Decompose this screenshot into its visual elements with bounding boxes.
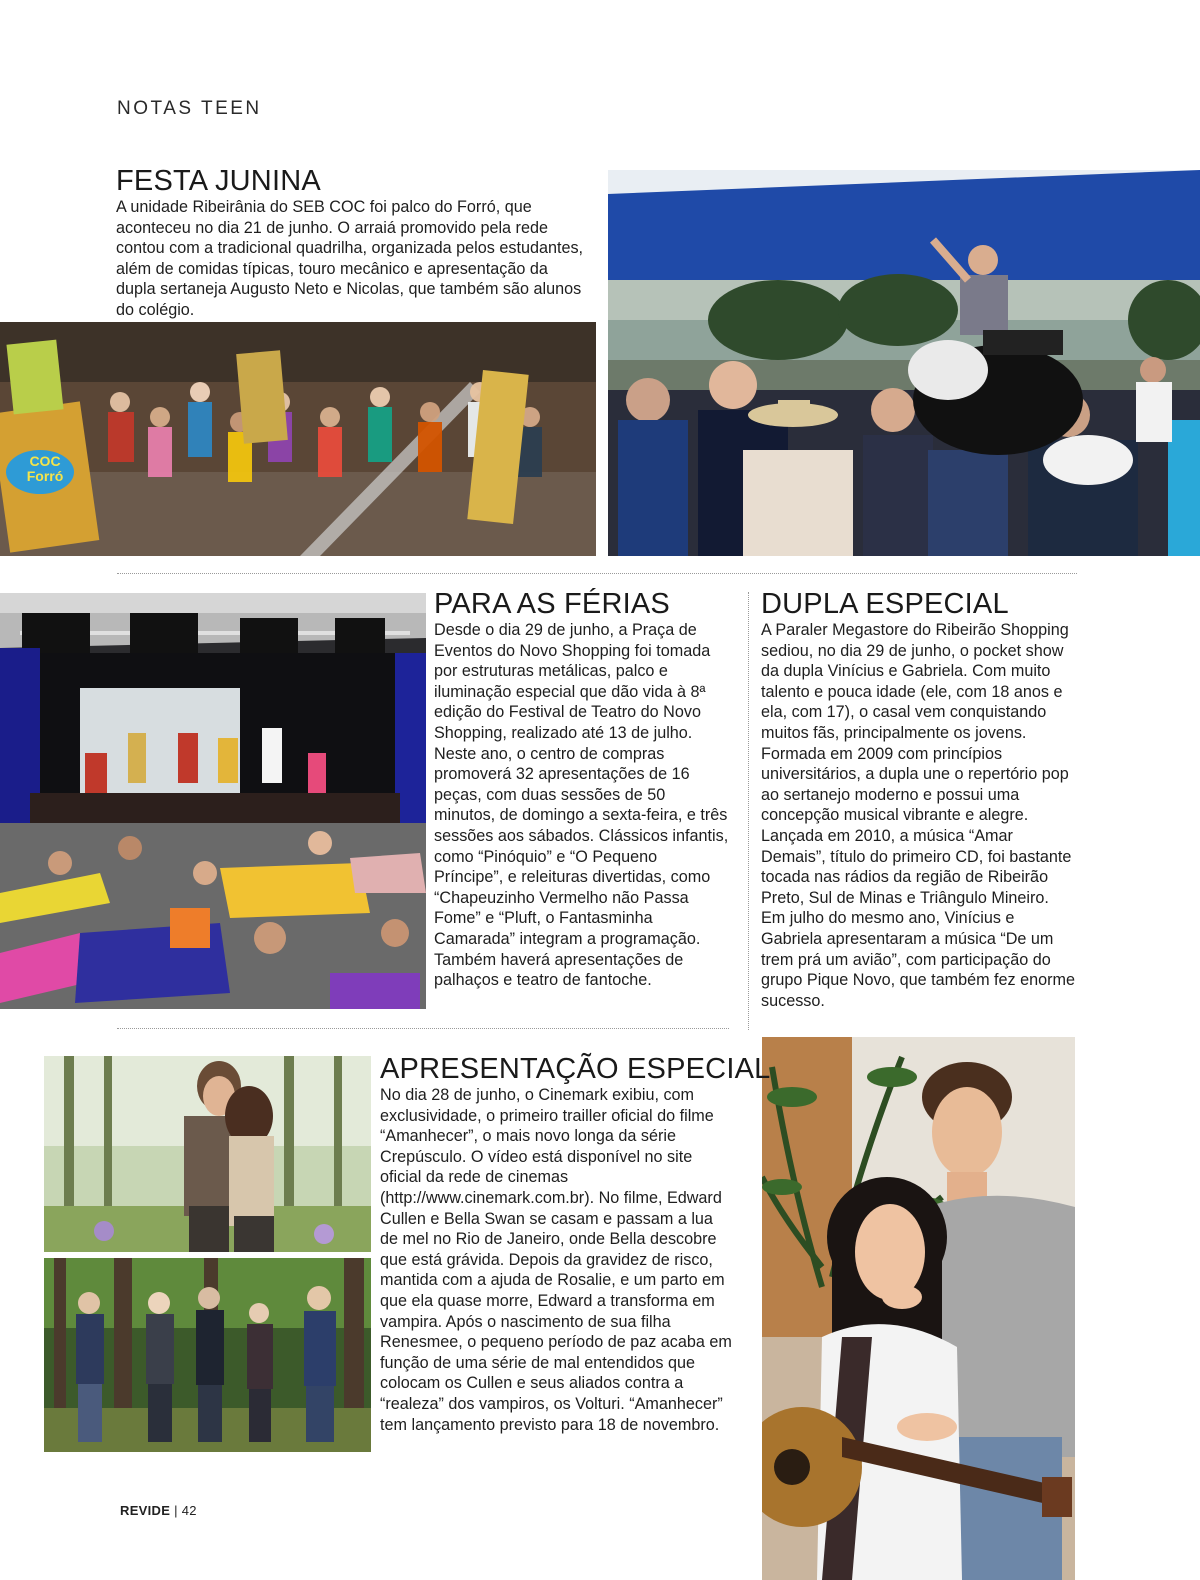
twilight-couple-photo: [44, 1056, 371, 1252]
quadrilha-photo: [0, 322, 596, 556]
dupla-especial-title: DUPLA ESPECIAL: [761, 588, 1009, 620]
magazine-name: REVIDE: [120, 1503, 171, 1518]
mechanical-bull-photo: [608, 170, 1200, 556]
duo-portrait-photo: [762, 1037, 1075, 1580]
theater-festival-photo: [0, 593, 426, 1009]
section-label: NOTAS TEEN: [117, 98, 262, 119]
page-footer: [120, 1503, 197, 1518]
para-as-ferias-title: PARA AS FÉRIAS: [434, 588, 670, 620]
column-divider: [748, 592, 749, 1030]
apresentacao-especial-body: No dia 28 de junho, o Cinemark exibiu, com exclusividade, o primeiro trailler oficial do filme “Amanhecer”, o mais novo longa da série Crepúsculo. O vídeo está disponível no site oficial da rede de cinemas (http://www.cinemark.com.br). No filme, Edward Cullen e Bella Swan se casam e passam a lua de mel no Rio de Janeiro, onde Bella descobre que está grávida. Depois da gravidez de risco, mantida com a ajuda de Rosalie, e um parto em que ela quase morre, Edward a transforma em vampira. Após o nascimento de sua filha Renesmee, o pequeno período de paz acaba em função de uma série de mal entendidos que colocam os Cullen e seus aliados contra a “realeza” dos vampiros, os Volturi. “Amanhecer” tem lançamento previsto para 18 de novembro.: [380, 1086, 732, 1434]
para-as-ferias-body: Desde o dia 29 de junho, a Praça de Eventos do Novo Shopping foi tomada por estruturas metálicas, palco e iluminação especial que dão vida à 8ª edição do Festival de Teatro do Novo Shopping, realizado até 13 de julho. Neste ano, o centro de compras promoverá 32 apresentações de 16 peças, com duas sessões de 50 minutos, de domingo a sexta-feira, e três sessões aos sábados. Clássicos infantis, como “Pinóquio” e “O Pequeno Príncipe”, e releituras divertidas, como “Chapeuzinho Vermelho não Passa Fome” e “Pluft, o Fantasminha Camarada” integram a programação. Também haverá apresentações de palhaços e teatro de fantoche.: [434, 621, 729, 990]
dupla-especial-body: A Paraler Megastore do Ribeirão Shopping sediou, no dia 29 de junho, o pocket show da dupla Vinícius e Gabriela. Com muito talento e pouca idade (ele, com 18 anos e ela, com 17), o casal vem conquistando muitos fãs, principalmente os jovens. Formada em 2009 com princípios universitários, a dupla une o repertório pop ao sertanejo moderno e possui uma concepção musical vibrante e alegre. Lançada em 2010, a música “Amar Demais”, título do primeiro CD, foi bastante tocada nas rádios da região de Ribeirão Preto, Sul de Minas e Triângulo Mineiro. Em julho do mesmo ano, Vinícius e Gabriela apresentaram a música “De um trem prá um avião”, com participação do grupo Pique Novo, que também fez enorme sucesso.: [761, 621, 1076, 1010]
divider: [117, 1028, 729, 1029]
page-number: 42: [181, 1503, 197, 1518]
forro-sign-text: COC Forró: [26, 453, 64, 484]
footer-separator: |: [174, 1503, 178, 1518]
apresentacao-especial-title: APRESENTAÇÃO ESPECIAL: [380, 1053, 771, 1085]
festa-junina-body: A unidade Ribeirânia do SEB COC foi palco do Forró, que aconteceu no dia 21 de junho. O arraiá promovido pela rede contou com a tradicional quadrilha, organizada pelos estudantes, além de comidas típicas, touro mecânico e apresentação da dupla sertaneja Augusto Neto e Nicolas, que também são alunos do colégio.: [116, 198, 584, 319]
twilight-cullen-family-photo: [44, 1258, 371, 1452]
divider: [117, 573, 1077, 574]
festa-junina-title: FESTA JUNINA: [116, 165, 321, 197]
